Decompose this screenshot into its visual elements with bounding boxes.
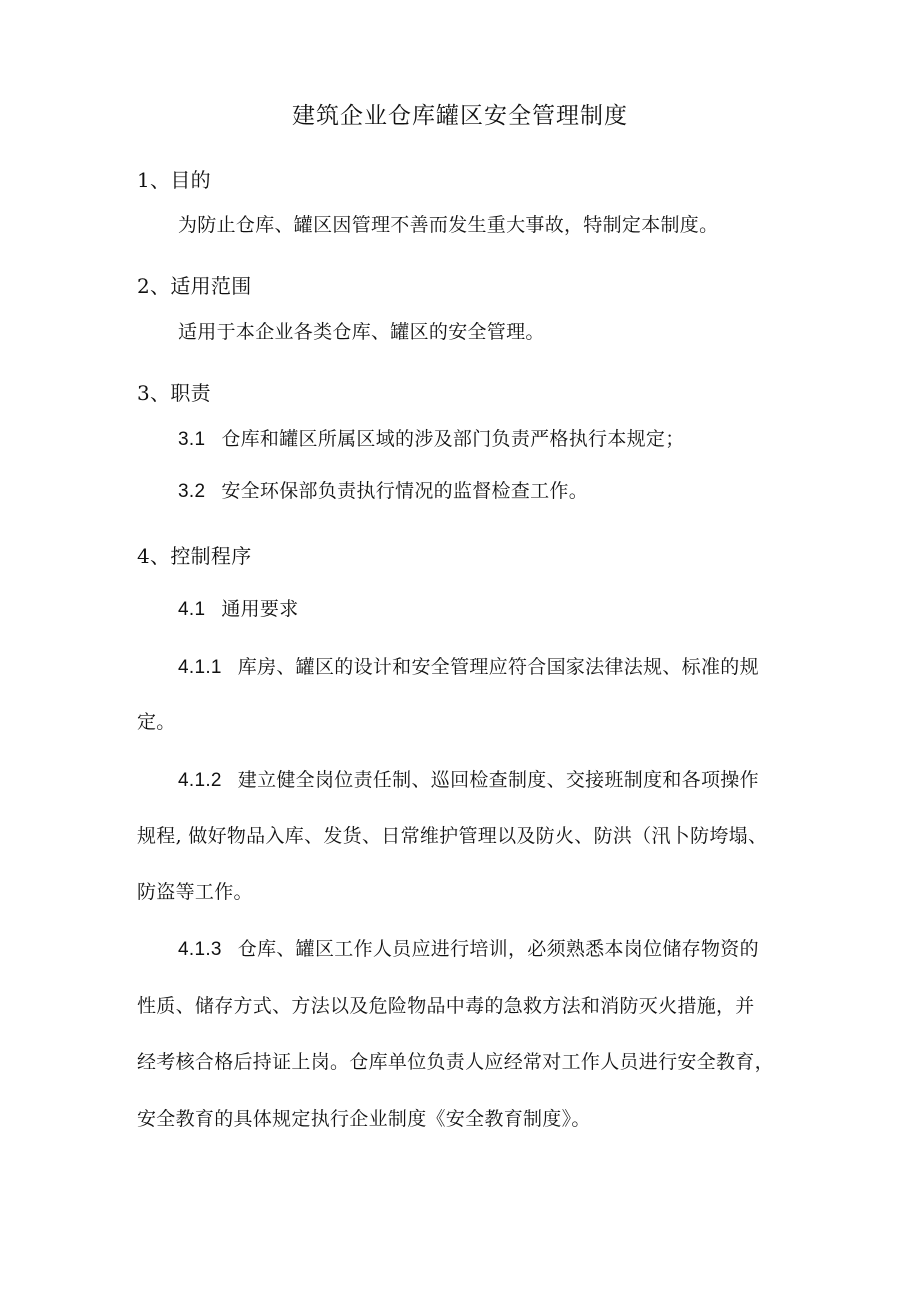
section-heading-responsibilities: 3、职责 bbox=[137, 381, 211, 405]
section-heading-purpose: 1、目的 bbox=[137, 168, 211, 192]
clause-continuation-line: 定。 bbox=[137, 711, 176, 733]
clause-number: 4.1.2 bbox=[178, 770, 222, 791]
item-number: 3.2 bbox=[178, 481, 206, 502]
clause-first-line bbox=[178, 655, 759, 680]
clause-continuation-line: 经考核合格后持证上岗。仓库单位负责人应经常对工作人员进行安全教育， bbox=[137, 1051, 774, 1073]
subsection-text: 通用要求 bbox=[221, 598, 299, 620]
clause-continuation-line: 规程, 做好物品入库、发货、日常维护管理以及防火、防洪（汛卜防垮塌、 bbox=[137, 825, 768, 847]
responsibility-item bbox=[178, 479, 588, 504]
section-heading-control-procedure: 4、控制程序 bbox=[137, 544, 252, 568]
clause-first-line bbox=[178, 768, 759, 793]
clause-text: 仓库、罐区工作人员应进行培训，必须熟悉本岗位储存物资的 bbox=[237, 938, 759, 960]
item-number: 3.1 bbox=[178, 429, 206, 450]
section-heading-scope: 2、适用范围 bbox=[137, 274, 252, 298]
item-text: 安全环保部负责执行情况的监督检查工作。 bbox=[221, 480, 589, 502]
clause-continuation-line: 性质、储存方式、方法以及危险物品中毒的急救方法和消防灭火措施，并 bbox=[137, 995, 755, 1017]
subsection-number: 4.1 bbox=[178, 599, 206, 620]
clause-number: 4.1.1 bbox=[178, 657, 222, 678]
item-text: 仓库和罐区所属区域的涉及部门负责严格执行本规定； bbox=[221, 428, 685, 450]
clause-text: 建立健全岗位责任制、巡回检查制度、交接班制度和各项操作 bbox=[237, 769, 759, 791]
clause-continuation-line: 安全教育的具体规定执行企业制度《安全教育制度》。 bbox=[137, 1108, 591, 1130]
clause-first-line bbox=[178, 937, 759, 962]
responsibility-item bbox=[178, 427, 685, 452]
section-body-scope: 适用于本企业各类仓库、罐区的安全管理。 bbox=[178, 321, 545, 343]
clause-number: 4.1.3 bbox=[178, 939, 222, 960]
subsection-general-requirements bbox=[178, 597, 299, 622]
section-body-purpose: 为防止仓库、罐区因管理不善而发生重大事故，特制定本制度。 bbox=[178, 214, 719, 236]
document-title: 建筑企业仓库罐区安全管理制度 bbox=[292, 103, 628, 129]
clause-text: 库房、罐区的设计和安全管理应符合国家法律法规、标准的规 bbox=[237, 656, 759, 678]
clause-continuation-line: 防盗等工作。 bbox=[137, 881, 253, 903]
